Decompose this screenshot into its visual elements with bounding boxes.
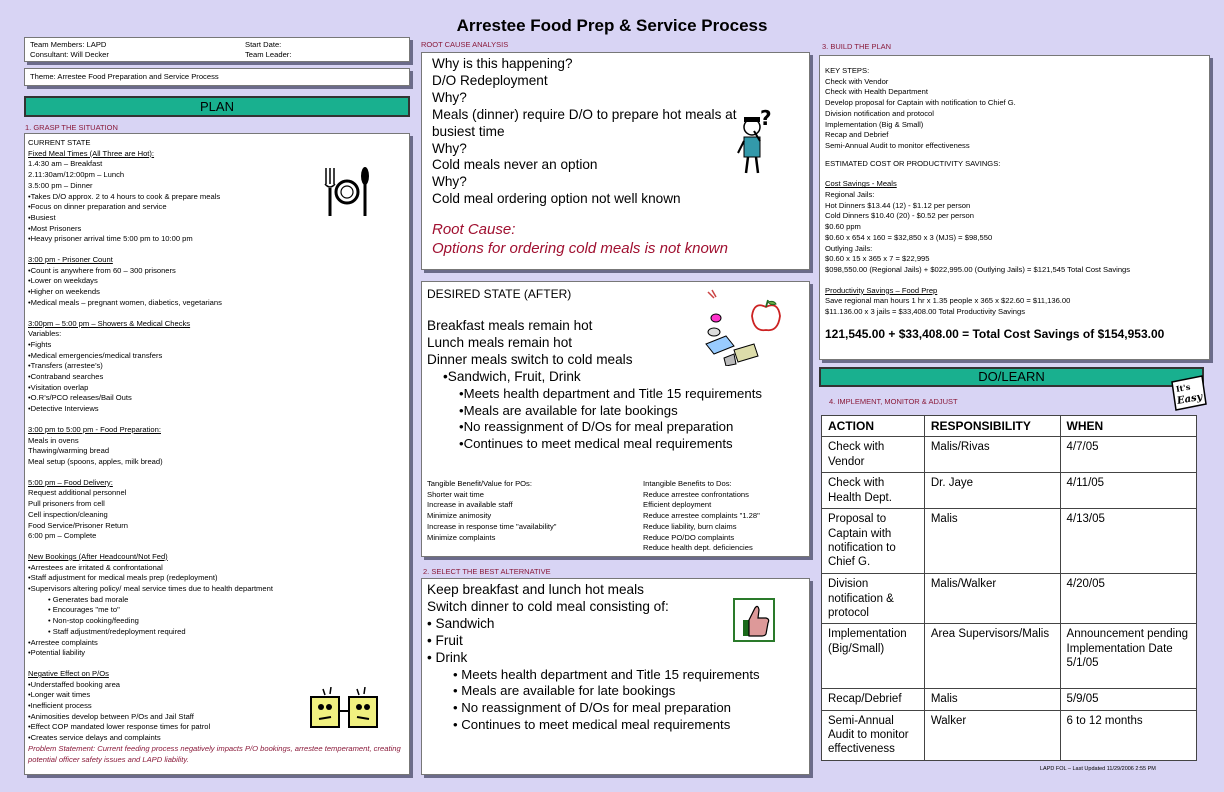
stamp-text-1: It's — [1175, 381, 1191, 394]
list-item: Switch dinner to cold meal consisting of: — [427, 598, 669, 614]
stamp-text-2: Easy — [1176, 391, 1204, 407]
select-box — [421, 578, 810, 775]
table-cell: Division notification & protocol — [822, 574, 925, 624]
list-item: $11.136.00 x 3 jails = $33,408.00 Total Productivity Savings — [825, 307, 1026, 317]
list-item: Reduce PO/DO complaints — [643, 532, 735, 542]
list-item: •Staff adjustment for medical meals prep (redeployment) — [28, 573, 218, 583]
list-item: Cold Dinners $10.40 (20) - $0.52 per person — [825, 211, 975, 221]
table-cell: Semi-Annual Audit to monitor effectiveness — [822, 710, 925, 760]
table-row — [822, 689, 1197, 710]
list-item: Minimize complaints — [427, 532, 496, 542]
estimated-savings: ESTIMATED COST OR PRODUCTIVITY SAVINGS: — [825, 158, 1001, 168]
list-item: •Longer wait times — [28, 690, 91, 700]
list-item: 2.11:30am/12:00pm – Lunch — [28, 170, 125, 180]
list-item: • Generates bad morale — [48, 594, 129, 604]
list-item: •Arrestee complaints — [28, 637, 98, 647]
its-easy-stamp-icon — [1168, 374, 1208, 412]
list-item: •Meals are available for late bookings — [459, 402, 678, 418]
svg-text:?: ? — [760, 106, 772, 130]
list-item: •Meets health department and Title 15 requirements — [459, 385, 762, 401]
select-heading: 2. SELECT THE BEST ALTERNATIVE — [423, 567, 551, 576]
table-row — [822, 624, 1197, 689]
table-cell: Malis — [924, 689, 1060, 710]
root-cause-box — [421, 52, 810, 270]
consultant: Consultant: Will Decker — [30, 50, 109, 59]
list-item: Regional Jails: — [825, 190, 875, 200]
list-item: • Meals are available for late bookings — [453, 683, 676, 699]
delivery-title: 5:00 pm – Food Delivery: — [28, 477, 113, 487]
list-item: Why? — [432, 174, 467, 190]
list-item: Reduce arrestee complaints "1.28" — [643, 511, 760, 521]
problem-statement: Problem Statement: Current feeding process negatively impacts P/O bookings, arrestee temperament, creating potential officer safety issues and LAPD liability. — [28, 743, 401, 764]
table-row — [822, 437, 1197, 473]
list-item: Request additional personnel — [28, 488, 127, 498]
table-cell: Dr. Jaye — [924, 473, 1060, 509]
table-cell: Check with Health Dept. — [822, 473, 925, 509]
footer: LAPD FOL – Last Updated 11/29/2006 2:55 PM — [1040, 766, 1156, 772]
do-learn-label: DO/LEARN — [978, 369, 1045, 384]
list-item: •Medical emergencies/medical transfers — [28, 350, 163, 360]
list-item: Meals in ovens — [28, 435, 79, 445]
build-content — [825, 66, 1207, 342]
list-item: •Heavy prisoner arrival time 5:00 pm to 10:00 pm — [28, 234, 193, 244]
list-item: •Lower on weekdays — [28, 276, 98, 286]
list-item: Intangible Benefits to Dos: — [643, 479, 732, 488]
list-item: •Contraband searches — [28, 372, 104, 382]
theme: Theme: Arrestee Food Preparation and Service Process — [30, 72, 219, 81]
productivity-savings-title: Productivity Savings – Food Prep — [825, 285, 938, 295]
list-item: Thawing/warming bread — [28, 446, 110, 456]
list-item: Outlying Jails: — [825, 243, 873, 253]
cost-savings-title: Cost Savings - Meals — [825, 179, 897, 189]
list-item: •Medical meals – pregnant women, diabetics, vegetarians — [28, 297, 222, 307]
table-cell: 5/9/05 — [1060, 689, 1196, 710]
list-item: Semi-Annual Audit to monitor effectiveness — [825, 140, 970, 150]
list-item: Save regional man hours 1 hr x 1.35 people x 365 x $22.60 = $11,136.00 — [825, 296, 1071, 306]
plan-bar — [24, 96, 410, 117]
intangible-benefits — [643, 479, 808, 554]
apple-icon — [748, 298, 784, 334]
list-item: • Staff adjustment/redeployment required — [48, 626, 186, 636]
list-item: Increase in response time "availability" — [427, 521, 557, 531]
list-item: Meal setup (spoons, apples, milk bread) — [28, 456, 163, 466]
count-title: 3:00 pm - Prisoner Count — [28, 255, 113, 265]
list-item: $0.60 ppm — [825, 222, 861, 232]
thumbs-up-icon — [733, 598, 775, 642]
list-item: Pull prisoners from cell — [28, 499, 105, 509]
table-cell: 4/7/05 — [1060, 437, 1196, 473]
list-item: KEY STEPS: — [825, 66, 870, 75]
grasp-content — [28, 138, 406, 765]
list-item: Why is this happening? — [432, 56, 573, 71]
table-cell: 6 to 12 months — [1060, 710, 1196, 760]
table-cell: Malis — [924, 509, 1060, 574]
list-item: • Continues to meet medical meal requirements — [453, 717, 731, 733]
list-item: Recap and Debrief — [825, 130, 889, 140]
list-item: Variables: — [28, 329, 62, 339]
table-cell: Walker — [924, 710, 1060, 760]
list-item: $098,550.00 (Regional Jails) + $022,995.00 (Outlying Jails) = $121,545 Total Cost Savings — [825, 264, 1131, 274]
list-item: •Transfers (arrestee’s) — [28, 361, 103, 371]
list-item: •Effect COP mandated lower response times for patrol — [28, 722, 211, 732]
list-item: •Fights — [28, 339, 52, 349]
list-item: Breakfast meals remain hot — [427, 318, 593, 333]
list-item: •No reassignment of D/Os for meal preparation — [459, 419, 734, 435]
list-item: Division notification and protocol — [825, 108, 934, 118]
list-item: 1.4:30 am – Breakfast — [28, 159, 103, 169]
table-cell: Check with Vendor — [822, 437, 925, 473]
root-cause-heading: ROOT CAUSE ANALYSIS — [421, 40, 509, 49]
list-item: $0.60 x 654 x 160 = $32,850 x 3 (MJS) = $98,550 — [825, 232, 993, 242]
list-item: •Higher on weekends — [28, 287, 100, 297]
list-item: 3.5:00 pm – Dinner — [28, 180, 93, 190]
list-item: 6:00 pm – Complete — [28, 531, 97, 541]
list-item: • Meets health department and Title 15 requirements — [453, 666, 760, 682]
table-header-row — [822, 416, 1197, 437]
list-item: •Visitation overlap — [28, 382, 89, 392]
grasp-heading: 1. GRASP THE SITUATION — [25, 123, 118, 132]
list-item: D/O Redeployment — [432, 72, 548, 88]
prep-title: 3:00 pm to 5:00 pm - Food Preparation: — [28, 424, 161, 434]
list-item: Tangible Benefit/Value for POs: — [427, 479, 532, 488]
table-cell: Announcement pending Implementation Date 5/1/05 — [1060, 624, 1196, 689]
list-item: Develop proposal for Captain with notification to Chief G. — [825, 98, 1016, 108]
table-row — [822, 473, 1197, 509]
start-date: Start Date: — [245, 40, 282, 49]
list-item: • No reassignment of D/Os for meal preparation — [453, 700, 732, 716]
list-item: Minimize animosity — [427, 511, 492, 521]
table-cell: 4/13/05 — [1060, 509, 1196, 574]
list-item: •Arrestees are irritated & confrontational — [28, 562, 163, 572]
list-item: Implementation (Big & Small) — [825, 119, 924, 129]
list-item: •Sandwich, Fruit, Drink — [443, 368, 581, 384]
table-cell: 4/20/05 — [1060, 574, 1196, 624]
table-row — [822, 509, 1197, 574]
table-cell: Implementation (Big/Small) — [822, 624, 925, 689]
table-cell: 4/11/05 — [1060, 473, 1196, 509]
table-cell: Malis/Rivas — [924, 437, 1060, 473]
list-item: •Potential liability — [28, 648, 86, 658]
list-item: •O.R’s/PCO releases/Bail Outs — [28, 393, 132, 403]
list-item: •Understaffed booking area — [28, 679, 121, 689]
list-item: • Drink — [427, 649, 468, 665]
current-state: CURRENT STATE — [28, 138, 91, 147]
list-item: • Encourages "me to" — [48, 605, 120, 615]
list-item: •Count is anywhere from 60 – 300 prisoners — [28, 265, 176, 275]
new-bookings-title: New Bookings (After Headcount/Not Fed) — [28, 551, 168, 561]
list-item: Check with Health Department — [825, 87, 928, 97]
desired-state-heading: DESIRED STATE (AFTER) — [427, 287, 572, 301]
build-box — [819, 55, 1210, 360]
column-header: WHEN — [1060, 416, 1196, 437]
list-item: Lunch meals remain hot — [427, 334, 573, 350]
list-item: •Most Prisoners — [28, 223, 82, 233]
root-cause-statement: Options for ordering cold meals is not known — [432, 240, 728, 258]
team-leader: Team Leader: — [245, 50, 292, 59]
list-item: Why? — [432, 140, 467, 156]
team-info-box — [24, 37, 410, 62]
do-learn-bar — [819, 367, 1204, 387]
fixed-meal-title: Fixed Meal Times (All Three are Hot): — [28, 148, 155, 158]
table-row — [822, 710, 1197, 760]
list-item: • Sandwich — [427, 615, 495, 631]
plan-label: PLAN — [200, 99, 234, 114]
list-item: • Non-stop cooking/feeding — [48, 616, 139, 626]
grasp-box — [24, 133, 410, 775]
negative-effect-title: Negative Effect on P/Os — [28, 668, 109, 678]
team-members: Team Members: LAPD — [30, 40, 107, 49]
theme-box — [24, 68, 410, 86]
plate-cutlery-icon — [321, 162, 371, 220]
list-item: Cold meal ordering option not well known — [432, 191, 681, 207]
table-row — [822, 574, 1197, 624]
list-item: •Animosities develop between P/Os and Jail Staff — [28, 711, 194, 721]
list-item: Hot Dinners $13.44 (12) - $1.12 per person — [825, 200, 971, 210]
list-item: •Focus on dinner preparation and service — [28, 202, 167, 212]
root-cause-label: Root Cause: — [432, 221, 516, 239]
thinking-person-icon — [734, 103, 784, 178]
list-item: •Detective Interviews — [28, 404, 99, 414]
page-title: Arrestee Food Prep & Service Process — [456, 16, 768, 35]
table-cell: Recap/Debrief — [822, 689, 925, 710]
list-item: Reduce health dept. deficiencies — [643, 543, 753, 553]
list-item: Keep breakfast and lunch hot meals — [427, 582, 644, 597]
total-savings: 121,545.00 + $33,408.00 = Total Cost Savings of $154,953.00 — [825, 326, 1165, 341]
list-item: Reduce arrestee confrontations — [643, 489, 749, 499]
list-item: Cold meals never an option — [432, 157, 598, 173]
list-item: •Busiest — [28, 212, 56, 222]
column-header: RESPONSIBILITY — [924, 416, 1060, 437]
list-item: $0.60 x 15 x 365 x 7 = $22,995 — [825, 254, 930, 264]
build-heading: 3. BUILD THE PLAN — [822, 42, 892, 51]
list-item: Food Service/Prisoner Return — [28, 520, 129, 530]
list-item: Shorter wait time — [427, 489, 484, 499]
list-item: Meals (dinner) require D/O to prepare hot meals at busiest time — [432, 106, 737, 139]
column-header: ACTION — [822, 416, 925, 437]
list-item: •Supervisors altering policy/ meal service times due to health department — [28, 584, 273, 594]
fighting-people-icon — [309, 687, 381, 731]
action-table — [821, 415, 1197, 761]
list-item: •Inefficient process — [28, 701, 92, 711]
list-item: Increase in available staff — [427, 500, 513, 510]
list-item: •Continues to meet medical meal requirements — [459, 436, 733, 452]
list-item: Dinner meals switch to cold meals — [427, 351, 633, 367]
root-cause-content — [432, 56, 772, 258]
list-item: • Fruit — [427, 632, 463, 648]
table-cell: Area Supervisors/Malis — [924, 624, 1060, 689]
list-item: •Takes D/O approx. 2 to 4 hours to cook & prepare meals — [28, 191, 221, 201]
shower-title: 3:00pm – 5:00 pm – Showers & Medical Checks — [28, 318, 191, 328]
tangible-benefits — [427, 479, 632, 543]
desired-state-box — [421, 281, 810, 557]
table-cell: Malis/Walker — [924, 574, 1060, 624]
list-item: Check with Vendor — [825, 76, 889, 86]
table-cell: Proposal to Captain with notification to Chief G. — [822, 509, 925, 574]
list-item: •Creates service delays and complaints — [28, 733, 161, 743]
list-item: Reduce liability, burn claims — [643, 521, 737, 531]
list-item: Cell inspection/cleaning — [28, 509, 108, 519]
list-item: Why? — [432, 89, 467, 105]
implement-heading: 4. IMPLEMENT, MONITOR & ADJUST — [829, 397, 958, 406]
list-item: Efficient deployment — [643, 500, 712, 510]
